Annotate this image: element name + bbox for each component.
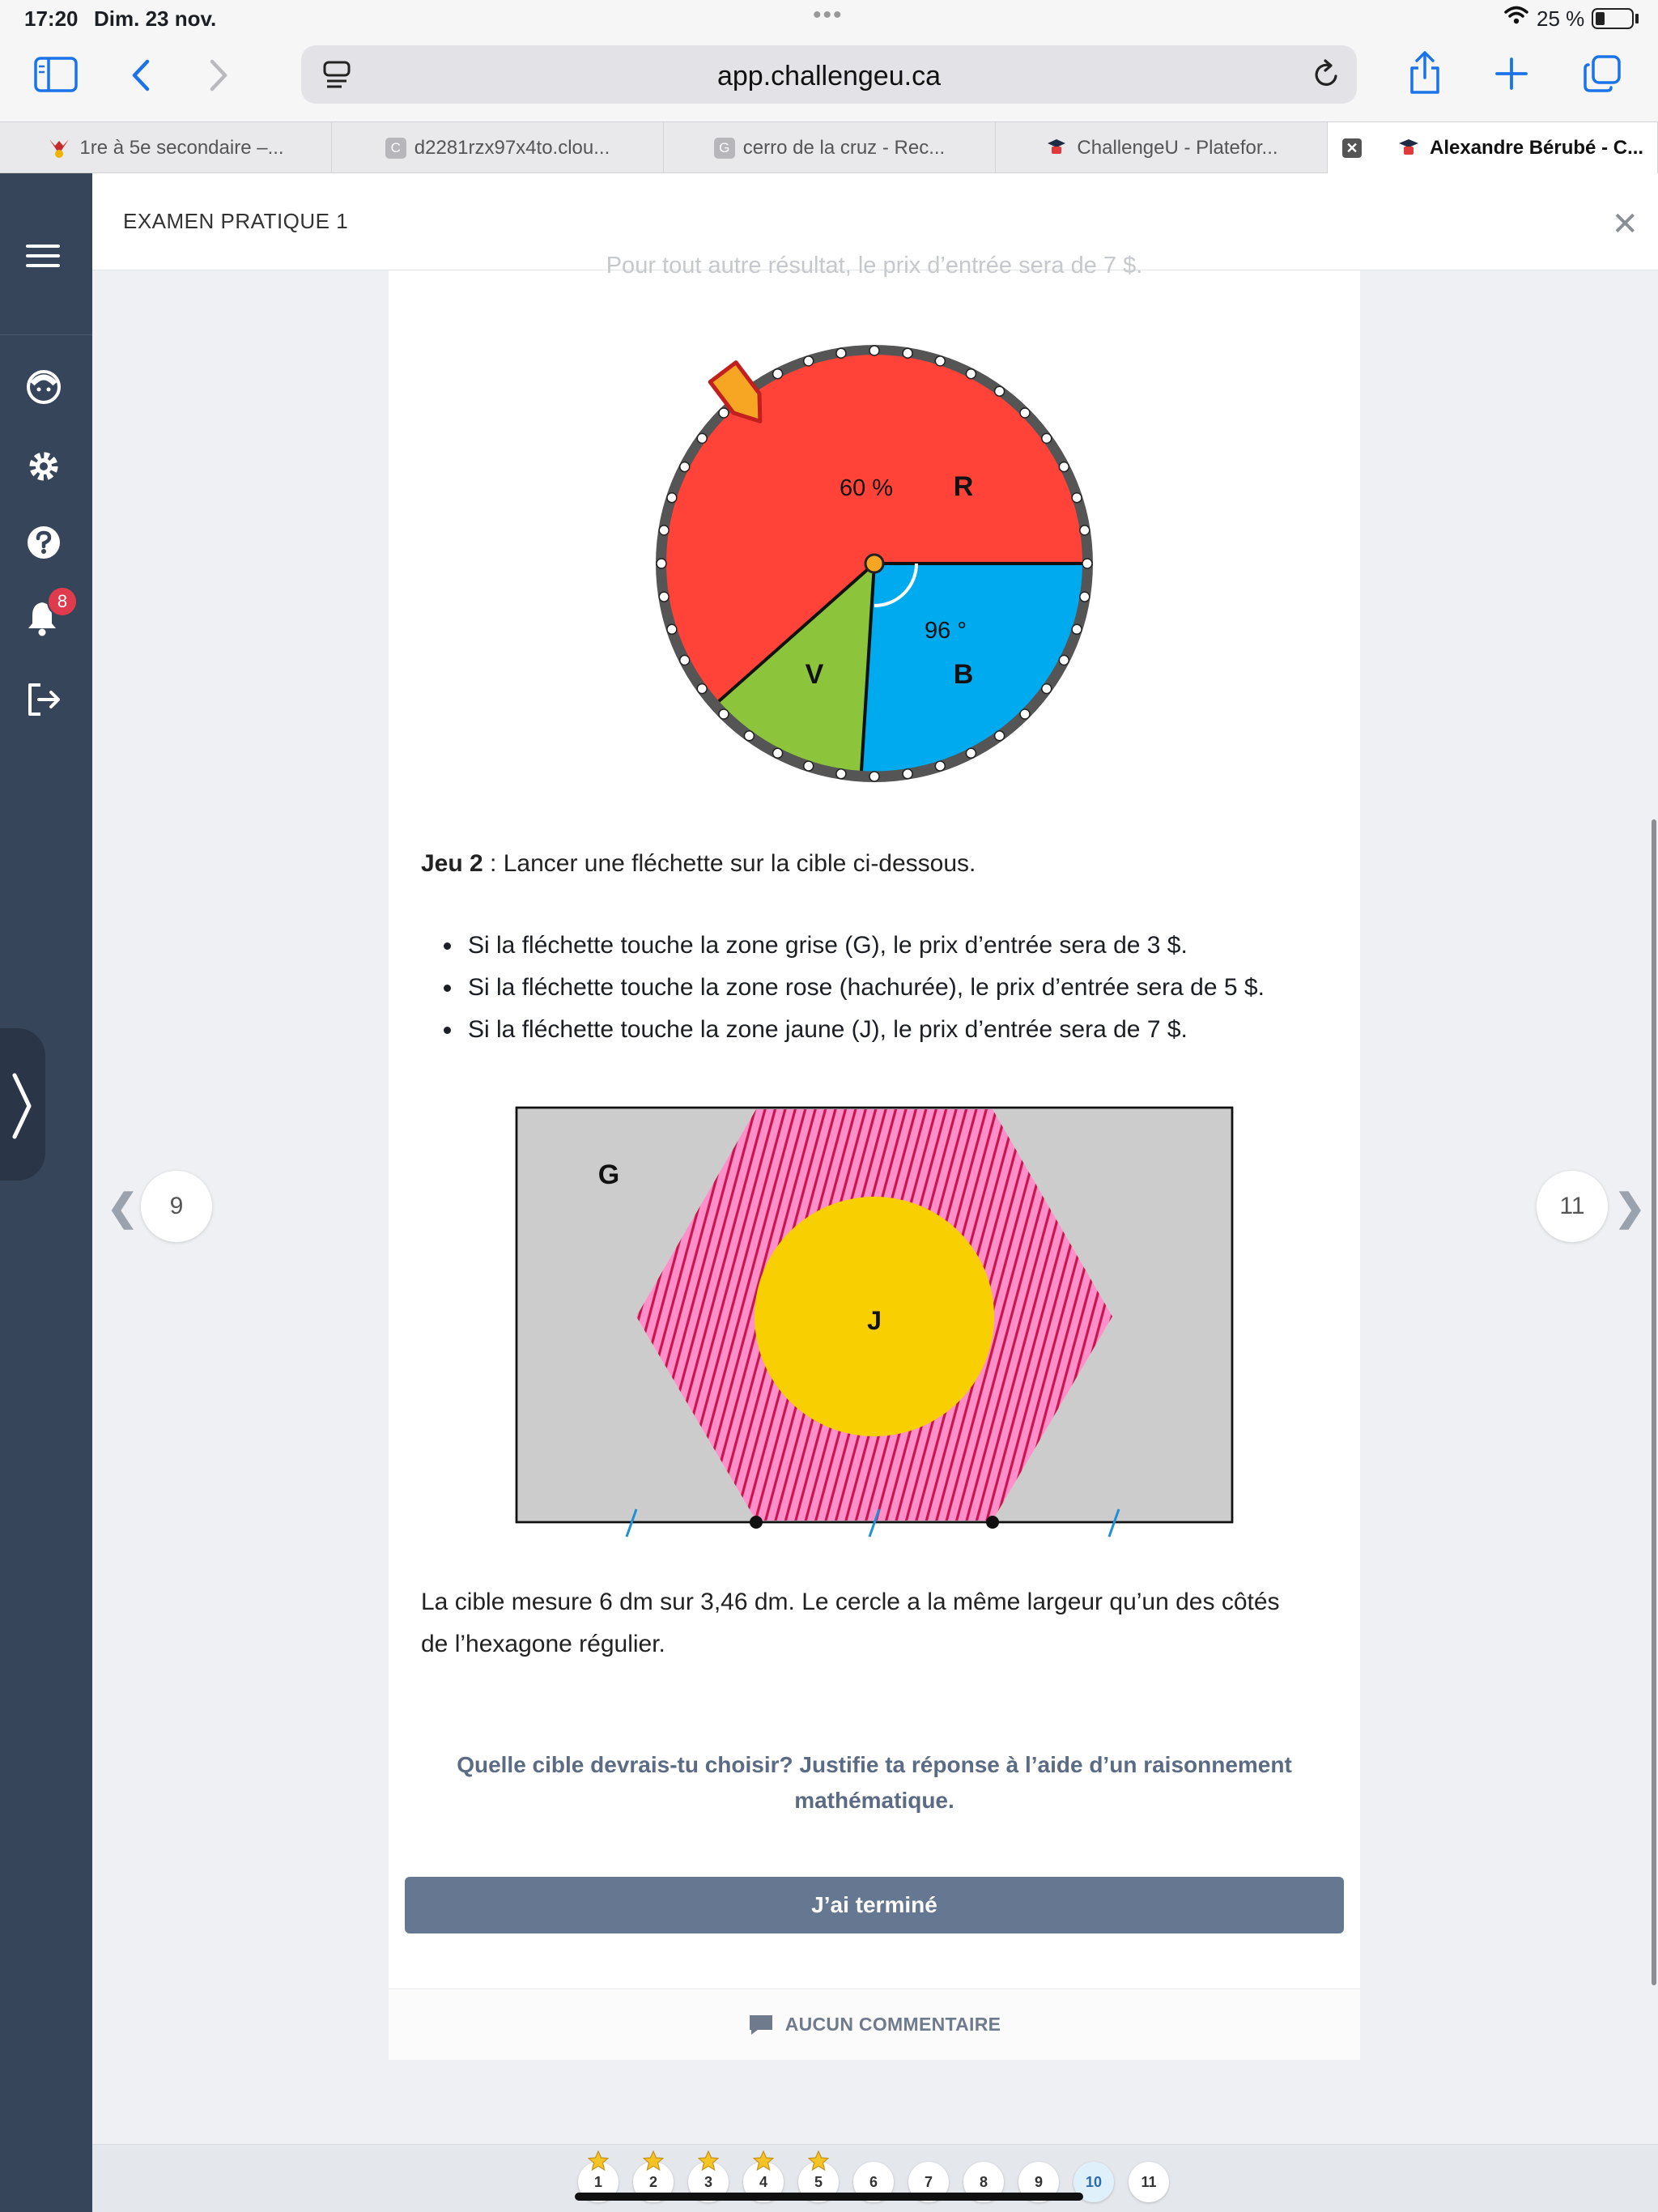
close-exam-icon[interactable]: ✕ [1611,206,1639,242]
battery-percent: 25 % [1537,6,1585,31]
pager-page-6[interactable]: 6 [853,2162,894,2202]
rim-light-dot [1080,592,1090,602]
pager-page-8[interactable]: 8 [963,2162,1004,2202]
sidebar-toggle-icon[interactable] [34,57,78,92]
rim-light-dot [903,348,912,358]
challengeu-favicon-icon [1396,136,1422,160]
rim-light-dot [1042,433,1052,443]
multitasking-dots-icon[interactable]: ••• [813,2,844,28]
rim-light-dot [667,493,677,503]
wifi-icon [1504,5,1528,26]
rim-light-dot [804,356,814,366]
rim-light-dot [719,709,729,719]
prev-question-arrow-icon[interactable]: ❮ [107,1186,138,1228]
target-description-line1: La cible mesure 6 dm sur 3,46 dm. Le cercle a la même largeur qu’un des côtés [421,1589,1280,1615]
rim-light-dot [1042,684,1052,694]
challengeu-favicon-icon [1044,136,1069,160]
rim-light-dot [697,684,707,694]
rim-light-dot [903,769,912,779]
rim-light-dot [719,408,729,418]
tab-cloudfront[interactable] [332,122,664,174]
url-text: app.challengeu.ca [716,61,941,91]
tab-label: cerro de la cruz - Rec... [742,137,946,159]
completed-star-icon [698,2150,719,2172]
expand-chevron-icon[interactable] [11,1072,32,1140]
status-bar [0,0,1658,37]
rim-light-dot [995,386,1005,396]
rim-light-dot [935,356,945,366]
rim-light-dot [659,525,669,535]
rim-light-dot [1072,493,1082,503]
status-time: 17:20 [24,6,79,31]
wheel-b-label: B [953,659,974,690]
wheel-r-label: R [953,471,974,502]
rule-gray: • Si la fléchette touche la zone grise (G), le prix d’entrée sera de 3 $. [463,925,1328,967]
help-icon[interactable] [26,525,62,560]
rim-light-dot [1059,462,1069,472]
comments-section[interactable] [389,1989,1360,2060]
target-j-label: J [867,1306,882,1335]
prev-question-button[interactable]: 9 [141,1171,212,1242]
rim-light-dot [744,731,754,741]
pager-page-3[interactable]: 3 [688,2162,729,2202]
faded-previous-text: Pour tout autre résultat, le prix d’entrée sera de 7 $. [606,253,1143,277]
rim-light-dot [966,369,976,379]
page-scrollbar[interactable] [1652,819,1656,1985]
rim-light-dot [804,761,814,771]
rim-light-dot [773,748,783,758]
rim-light-dot [1072,624,1082,634]
wheel-percent-label: 60 % [839,475,894,501]
forward-icon[interactable] [207,58,230,92]
target-description-line2: de l’hexagone régulier. [421,1631,665,1657]
next-question-arrow-icon[interactable]: ❯ [1614,1186,1646,1228]
rim-light-dot [869,772,879,781]
wheel-angle-label: 96 ° [925,618,967,644]
pager-page-5[interactable]: 5 [798,2162,839,2202]
share-icon[interactable] [1407,50,1443,96]
rim-light-dot [1020,709,1030,719]
comment-icon [748,2014,774,2036]
favicon-letter-icon: G [714,138,735,159]
next-question-button[interactable]: 11 [1537,1171,1608,1242]
completed-star-icon [588,2150,609,2172]
avatar-icon[interactable] [26,369,62,405]
tab-secondaire[interactable] [0,122,332,174]
address-bar[interactable] [301,45,1357,104]
home-indicator [575,2193,1083,2201]
wheel-center-pin [865,555,883,572]
completed-star-icon [753,2150,774,2172]
rim-light-dot [869,346,879,355]
question-line1: Quelle cible devrais-tu choisir? Justifie ta réponse à l’aide d’un raisonnement [457,1752,1292,1777]
tab-label: Alexandre Bérubé - C... [1430,137,1644,159]
jeu2-title: Jeu 2 [421,850,483,877]
jeu2-text: : Lancer une fléchette sur la cible ci-dessous. [483,850,976,877]
question-line2: mathématique. [794,1788,954,1813]
dart-target [513,1104,1235,1538]
rim-light-dot [667,624,677,634]
hexagon-vertex-dot [986,1516,999,1529]
favicon-letter-icon: C [385,138,406,159]
browser-toolbar [0,37,1658,121]
tab-cerro[interactable] [664,122,996,174]
tab-close-icon[interactable]: ✕ [1342,138,1362,158]
tab-label: ChallengeU - Platefor... [1077,137,1278,159]
rule-yellow: • Si la fléchette touche la zone jaune (J), le prix d’entrée sera de 7 $. [463,1009,1328,1051]
back-icon[interactable] [130,58,152,92]
pager-page-1[interactable]: 1 [578,2162,619,2202]
jeu2-instruction [421,850,976,878]
pager-page-4[interactable]: 4 [743,2162,784,2202]
pager-page-11[interactable]: 11 [1129,2162,1169,2202]
logout-icon[interactable] [26,682,62,717]
exam-title: EXAMEN PRATIQUE 1 [123,209,349,233]
comments-label: AUCUN COMMENTAIRE [784,2014,1001,2035]
done-button[interactable]: J’ai terminé [405,1877,1344,1933]
rim-light-dot [836,769,846,779]
rim-light-dot [657,559,666,568]
pager-page-2[interactable]: 2 [633,2162,674,2202]
reload-icon[interactable] [1312,58,1341,91]
question-card [389,253,1360,2060]
rim-light-dot [697,433,707,443]
target-g-label: G [597,1159,620,1190]
rim-light-dot [1080,525,1090,535]
tab-label: d2281rzx97x4to.clou... [414,137,610,159]
rim-light-dot [1059,655,1069,665]
rim-light-dot [836,348,846,358]
rule-pink: • Si la fléchette touche la zone rose (hachurée), le prix d’entrée sera de 5 $. [463,967,1328,1009]
tab-challengeu[interactable] [996,122,1328,174]
settings-gear-icon[interactable] [26,449,62,484]
rim-light-dot [773,369,783,379]
pager-page-10[interactable]: 10 [1073,2162,1114,2202]
rim-light-dot [1020,408,1030,418]
status-date: Dim. 23 nov. [94,6,217,31]
tab-label: 1re à 5e secondaire –... [79,137,284,159]
rim-light-dot [935,761,945,771]
tab-overview-icon[interactable] [1584,55,1621,92]
hamburger-menu-icon[interactable] [26,243,60,269]
rules-list [421,925,1328,1051]
tab-alexandre-active[interactable] [1328,122,1658,174]
rim-light-dot [966,748,976,758]
rim-light-dot [1082,559,1092,568]
pager-page-9[interactable]: 9 [1018,2162,1059,2202]
rim-light-dot [680,655,690,665]
pager-page-7[interactable]: 7 [908,2162,949,2202]
completed-star-icon [808,2150,829,2172]
wheel-v-label: V [805,659,824,690]
new-tab-icon[interactable] [1494,57,1528,91]
rim-light-dot [680,462,690,472]
tab-bar [0,121,1658,173]
completed-star-icon [643,2150,664,2172]
battery-nub [1635,14,1639,23]
rim-light-dot [659,592,669,602]
site-favicon-icon [47,136,71,160]
rim-light-dot [995,731,1005,741]
hexagon-vertex-dot [750,1516,763,1529]
notification-badge: 8 [47,586,78,617]
battery-icon [1592,8,1634,29]
spinning-wheel [648,337,1101,790]
